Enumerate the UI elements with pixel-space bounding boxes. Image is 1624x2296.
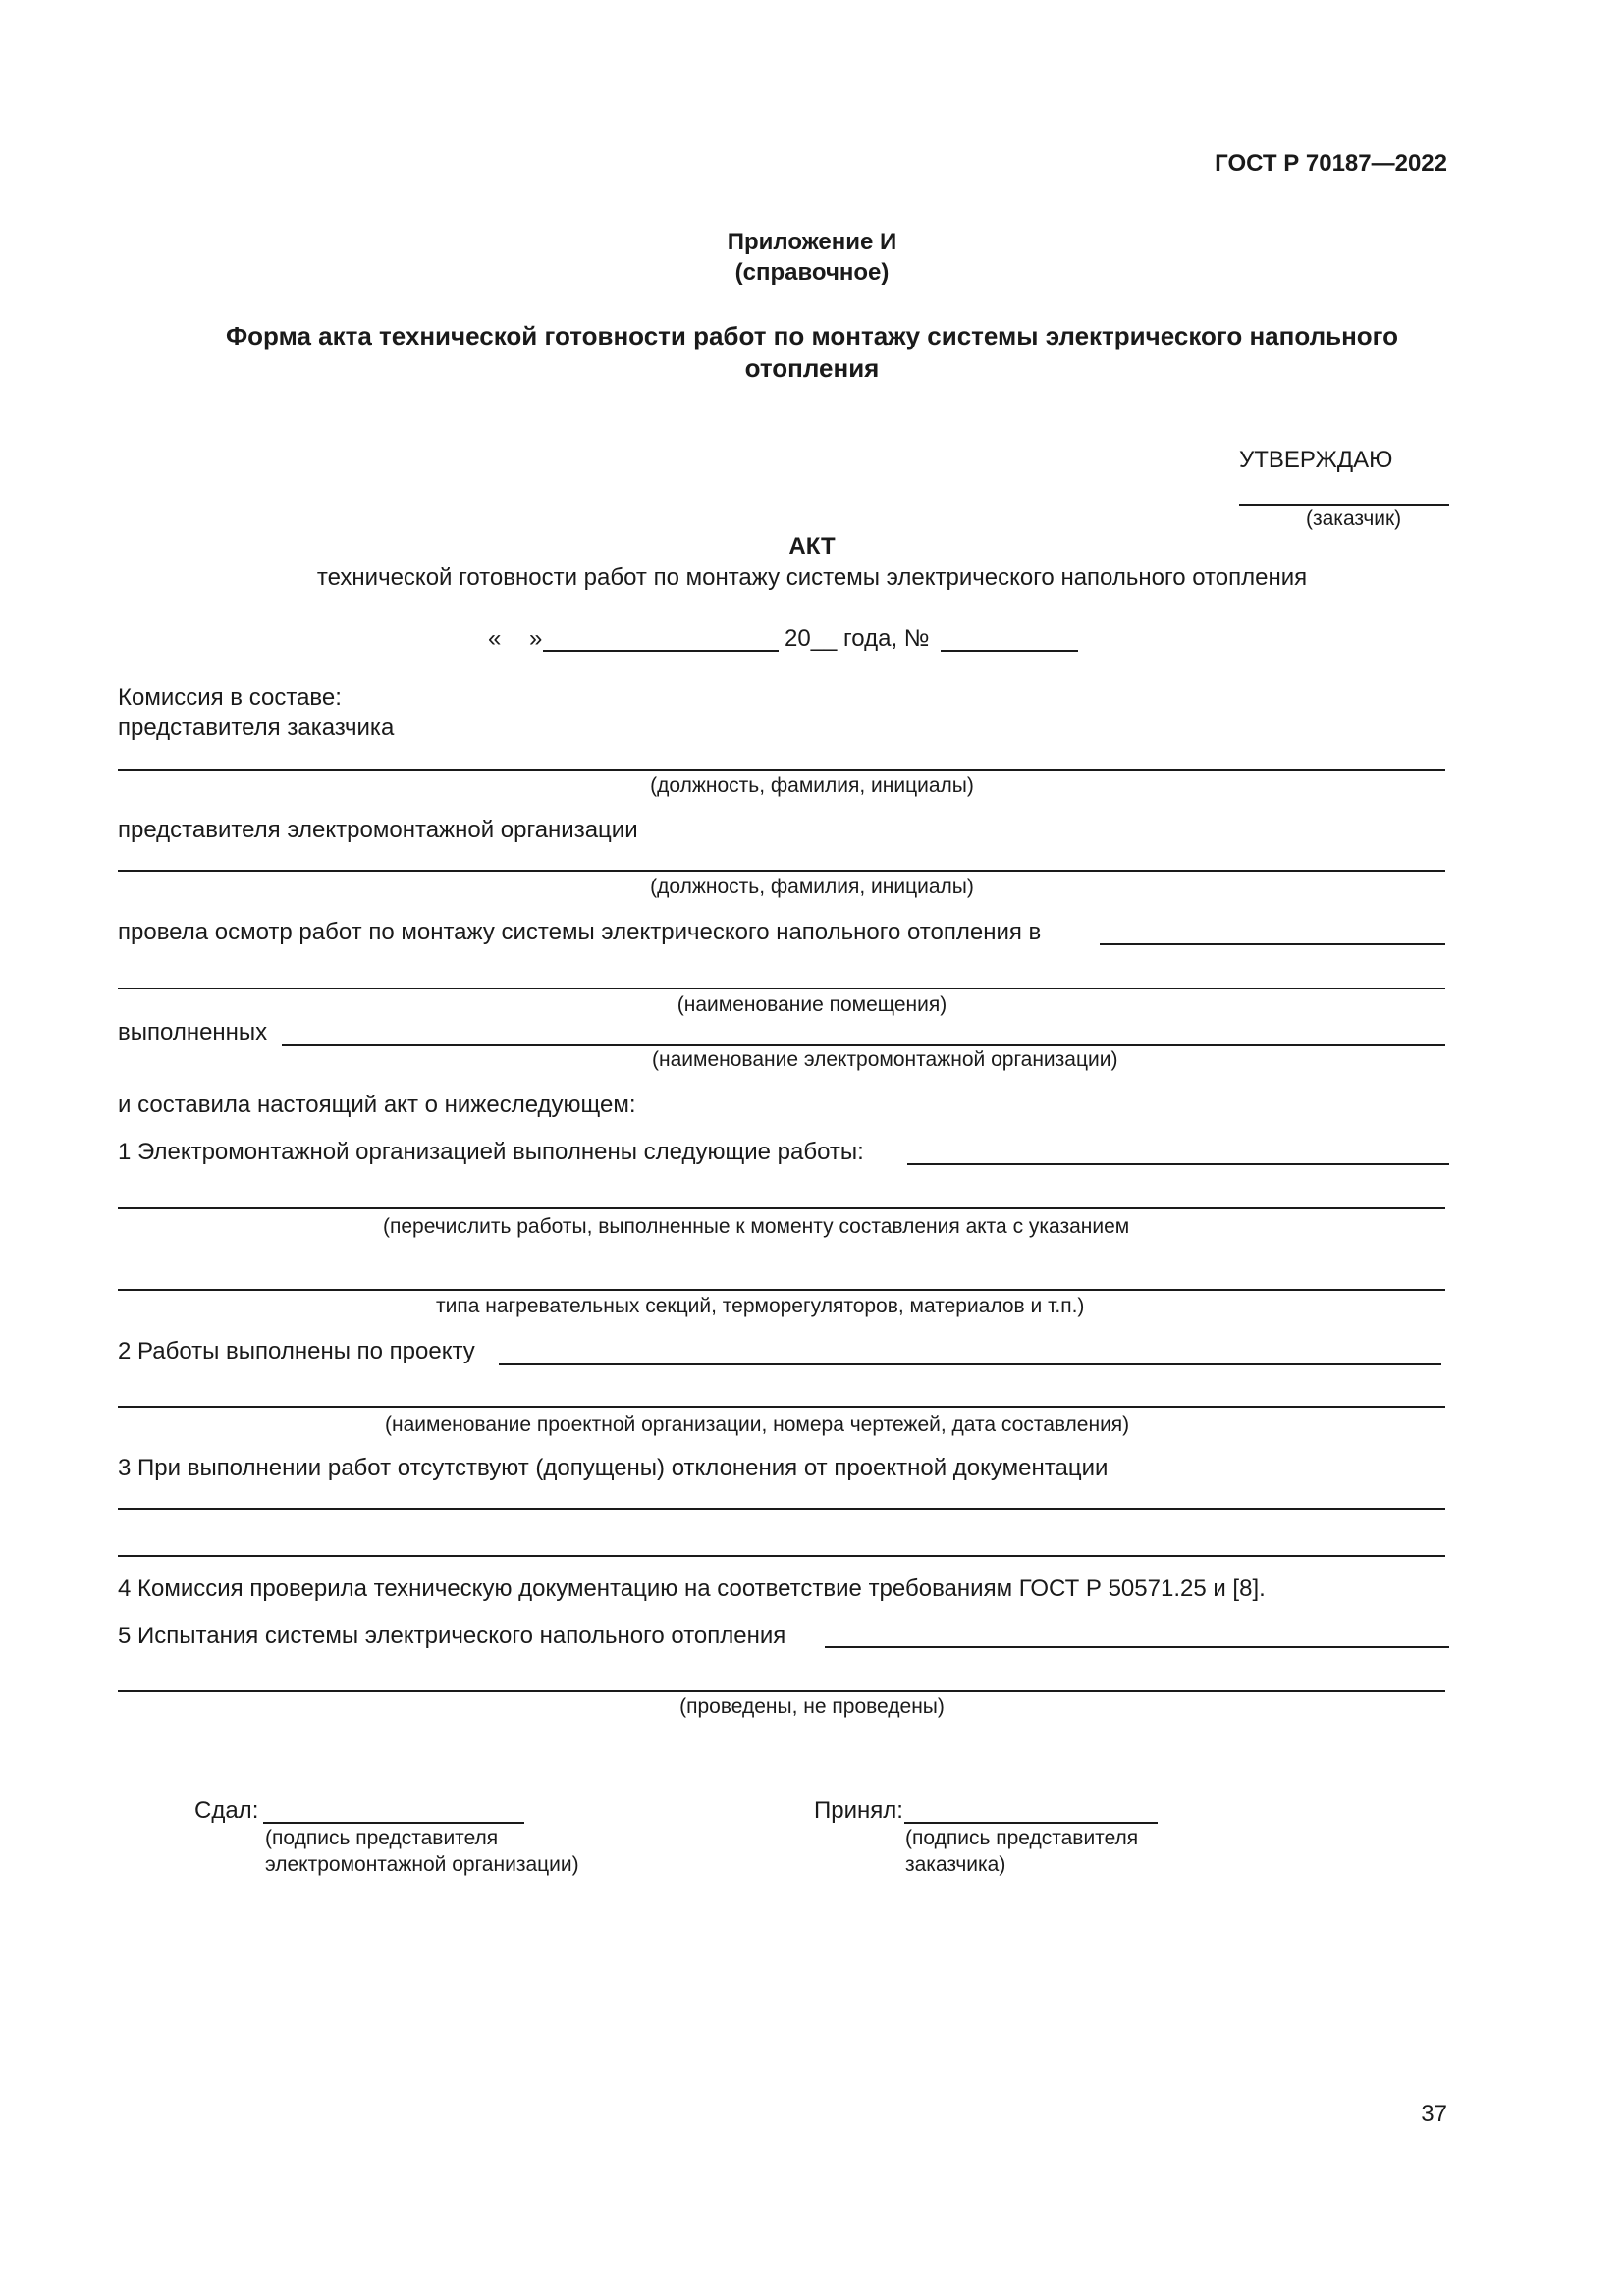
item-3-text: 3 При выполнении работ отсутствуют (допущены) отклонения от проектной документации: [118, 1455, 1109, 1481]
item-1-text: 1 Электромонтажной организацией выполнены следующие работы:: [118, 1139, 864, 1165]
contractor-rep-field[interactable]: [118, 870, 1445, 872]
performed-org-field[interactable]: [282, 1044, 1445, 1046]
handed-signature-field[interactable]: [263, 1822, 524, 1824]
date-close-quote: »: [529, 625, 543, 652]
handed-caption-2: электромонтажной организации): [265, 1853, 579, 1876]
handed-caption-1: (подпись представителя: [265, 1827, 499, 1849]
received-signature-field[interactable]: [904, 1822, 1158, 1824]
compiled-text: и составила настоящий акт о нижеследующем:: [118, 1092, 636, 1118]
room-caption: (наименование помещения): [677, 993, 947, 1016]
act-subtitle: технической готовности работ по монтажу системы электрического напольного отопления: [316, 564, 1308, 591]
contractor-rep-label: представителя электромонтажной организации: [118, 817, 638, 843]
approval-label: УТВЕРЖДАЮ: [1239, 447, 1393, 473]
inspection-room-field-a[interactable]: [1100, 943, 1445, 945]
page-number: 37: [1421, 2101, 1447, 2127]
item-1-field-c[interactable]: [118, 1289, 1445, 1291]
received-caption-1: (подпись представителя: [905, 1827, 1139, 1849]
item-2-field-b[interactable]: [118, 1406, 1445, 1408]
item-3-field-a[interactable]: [118, 1508, 1445, 1510]
date-year-text: 20__ года, №: [785, 625, 930, 652]
received-caption-2: заказчика): [905, 1853, 1006, 1876]
form-title-line-2: отопления: [744, 353, 880, 383]
approval-signature-line: [1239, 504, 1449, 506]
item-4-text: 4 Комиссия проверила техническую документацию на соответствие требованиям ГОСТ Р 50571.25 и [8].: [118, 1575, 1266, 1602]
received-label: Принял:: [814, 1797, 903, 1824]
item-2-caption: (наименование проектной организации, номера чертежей, дата составления): [385, 1414, 1130, 1436]
form-title-line-1: Форма акта технической готовности работ по монтажу системы электрического напольного: [225, 321, 1399, 350]
appendix-title: Приложение И: [727, 229, 897, 255]
item-5-text: 5 Испытания системы электрического напольного отопления: [118, 1623, 786, 1649]
item-2-text: 2 Работы выполнены по проекту: [118, 1338, 475, 1364]
customer-rep-label: представителя заказчика: [118, 715, 395, 741]
approval-caption: (заказчик): [1306, 507, 1402, 530]
item-5-field-a[interactable]: [825, 1646, 1449, 1648]
inspection-room-field-b[interactable]: [118, 988, 1445, 989]
inspection-text: провела осмотр работ по монтажу системы электрического напольного отопления в: [118, 919, 1042, 945]
appendix-kind: (справочное): [734, 259, 890, 286]
performed-label: выполненных: [118, 1019, 268, 1045]
contractor-rep-caption: (должность, фамилия, инициалы): [650, 876, 974, 898]
item-5-field-b[interactable]: [118, 1690, 1445, 1692]
customer-rep-field[interactable]: [118, 769, 1445, 771]
document-number: ГОСТ Р 70187—2022: [1215, 150, 1447, 177]
act-number-field[interactable]: [941, 650, 1078, 652]
item-1-caption-b: типа нагревательных секций, терморегуляторов, материалов и т.п.): [436, 1295, 1085, 1317]
handed-label: Сдал:: [194, 1797, 259, 1824]
item-5-caption: (проведены, не проведены): [679, 1695, 945, 1718]
customer-rep-caption: (должность, фамилия, инициалы): [650, 774, 974, 797]
item-3-field-b[interactable]: [118, 1555, 1445, 1557]
commission-heading: Комиссия в составе:: [118, 684, 342, 711]
item-1-field-b[interactable]: [118, 1207, 1445, 1209]
date-month-field[interactable]: [543, 650, 779, 652]
date-open-quote: «: [488, 625, 502, 652]
item-1-field-a[interactable]: [907, 1163, 1449, 1165]
item-1-caption-a: (перечислить работы, выполненные к моменту составления акта с указанием: [383, 1215, 1130, 1238]
act-title: АКТ: [788, 533, 836, 560]
org-caption: (наименование электромонтажной организации): [652, 1048, 1118, 1071]
item-2-field-a[interactable]: [499, 1363, 1441, 1365]
